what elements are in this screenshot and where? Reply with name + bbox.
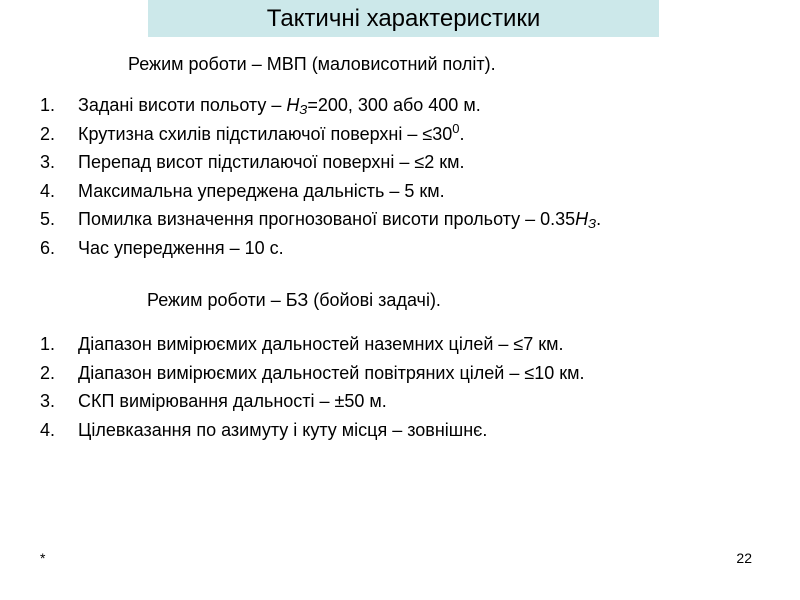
list-item-number: 1. xyxy=(40,334,56,354)
list-item-number: 3. xyxy=(40,391,56,412)
list-item-number: 4. xyxy=(40,419,56,440)
list-item-text: Задані висоти польоту – $H_З=200$, 300 або 400 м. xyxy=(78,95,481,117)
list-item-number: 3. xyxy=(40,152,56,173)
list-item-number: 4. xyxy=(40,180,56,201)
list-item-text: Максимальна упереджена дальність – 5 км. xyxy=(78,180,445,201)
page-number: 22 xyxy=(736,550,752,566)
list-item-text: Цілевказання по азимуту і куту місця – зовнішнє. xyxy=(78,419,488,440)
list-item-text: Помилка визначення прогнозованої висоти прольоту – $0.35H_З$. xyxy=(78,209,602,232)
footer-marker: * xyxy=(40,550,46,566)
list-item-text: Крутизна схилів підстилаючої поверхні – $\le 30^0$. xyxy=(78,120,465,144)
list-item-number: 6. xyxy=(40,237,56,258)
slide-title xyxy=(148,0,659,37)
list-item-number: 2. xyxy=(40,362,56,383)
list-item-text: Час упередження – 10 с. xyxy=(78,237,284,258)
section2-heading: Режим роботи – БЗ (бойові задачі). xyxy=(147,290,441,310)
slide-title-text: Тактичні характеристики xyxy=(266,4,541,32)
list-item-text: Діапазон вимірюємих дальностей наземних цілей – ≤7 км. xyxy=(78,334,564,354)
list-item-number: 5. xyxy=(40,209,56,230)
list-item-text: СКП вимірювання дальності – ±50 м. xyxy=(78,391,387,412)
list-item-number: 2. xyxy=(40,123,56,144)
list-item-text: Діапазон вимірюємих дальностей повітряних цілей – ≤10 км. xyxy=(78,362,585,383)
list-item-number: 1. xyxy=(40,95,56,115)
section1-heading: Режим роботи – МВП (маловисотний політ). xyxy=(128,54,496,74)
list-item-text: Перепад висот підстилаючої поверхні – ≤2 км. xyxy=(78,152,465,173)
